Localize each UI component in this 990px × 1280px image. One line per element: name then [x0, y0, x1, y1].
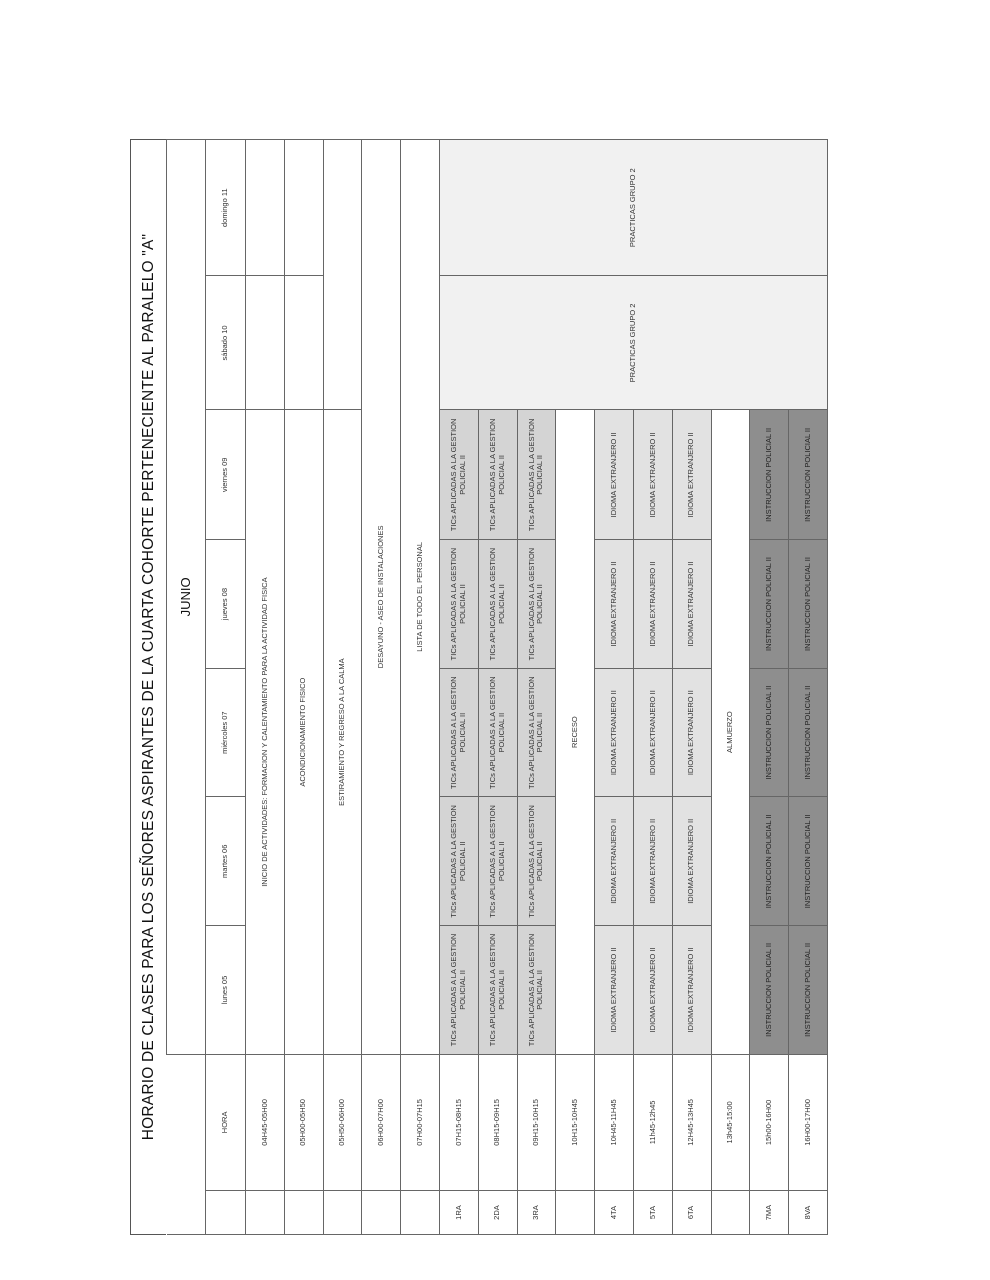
class-cell-idioma: IDIOMA EXTRANJERO II: [672, 410, 711, 540]
empty-cell: [246, 276, 285, 410]
period-label: [246, 1191, 285, 1235]
class-cell-instruccion: INSTRUCCION POLICIAL II: [789, 410, 828, 540]
time-label: 09H15-10H15: [517, 1054, 556, 1190]
day-header-sabado: sábado 10: [206, 276, 246, 410]
class-cell-tics: TICs APLICADAS A LA GESTION POLICIAL II: [478, 668, 517, 797]
class-cell-tics: TICs APLICADAS A LA GESTION POLICIAL II: [439, 410, 478, 540]
period-label: [362, 1191, 401, 1235]
activity-span: DESAYUNO - ASEO DE INSTALACIONES: [362, 140, 401, 1055]
day-header-domingo: domingo 11: [206, 140, 246, 276]
class-cell-tics: TICs APLICADAS A LA GESTION POLICIAL II: [478, 926, 517, 1055]
class-cell-idioma: IDIOMA EXTRANJERO II: [672, 926, 711, 1055]
class-cell-instruccion: INSTRUCCION POLICIAL II: [789, 926, 828, 1055]
period-header: [206, 1191, 246, 1235]
day-header-lunes: lunes 05: [206, 926, 246, 1055]
period-label: [284, 1191, 323, 1235]
class-cell-instruccion: INSTRUCCION POLICIAL II: [750, 926, 789, 1055]
class-cell-instruccion: INSTRUCCION POLICIAL II: [789, 540, 828, 669]
corner-cell: [167, 1054, 206, 1234]
activity-span: ESTIRAMIENTO Y REGRESO A LA CALMA: [323, 410, 362, 1054]
class-cell-idioma: IDIOMA EXTRANJERO II: [633, 797, 672, 926]
time-label: 16H00-17H00: [789, 1054, 828, 1190]
time-label: 07H00-07H15: [401, 1054, 440, 1190]
activity-span: LISTA DE TODO EL PERSONAL: [401, 140, 440, 1055]
empty-cell: [284, 140, 323, 276]
day-header-martes: martes 06: [206, 797, 246, 926]
time-label: 07H15-08H15: [439, 1054, 478, 1190]
period-label: 5TA: [633, 1191, 672, 1235]
schedule-document: [130, 137, 847, 1235]
class-cell-idioma: IDIOMA EXTRANJERO II: [595, 797, 634, 926]
schedule-body: [167, 140, 828, 1235]
class-cell-instruccion: INSTRUCCION POLICIAL II: [750, 797, 789, 926]
time-label: 10H15-10H45: [556, 1054, 595, 1190]
period-label: 6TA: [672, 1191, 711, 1235]
schedule-table: [166, 139, 828, 1235]
class-cell-idioma: IDIOMA EXTRANJERO II: [633, 410, 672, 540]
class-cell-tics: TICs APLICADAS A LA GESTION POLICIAL II: [517, 926, 556, 1055]
practicas-domingo: PRACTICAS GRUPO 2: [439, 140, 827, 276]
day-header-viernes: viernes 09: [206, 410, 246, 540]
period-label: [556, 1191, 595, 1235]
class-cell-instruccion: INSTRUCCION POLICIAL II: [789, 668, 828, 797]
period-label: 8VA: [789, 1191, 828, 1235]
period-label: 7MA: [750, 1191, 789, 1235]
class-cell-idioma: IDIOMA EXTRANJERO II: [672, 797, 711, 926]
class-cell-tics: TICs APLICADAS A LA GESTION POLICIAL II: [517, 540, 556, 669]
class-cell-idioma: IDIOMA EXTRANJERO II: [595, 926, 634, 1055]
day-header-miercoles: miércoles 07: [206, 668, 246, 797]
class-cell-tics: TICs APLICADAS A LA GESTION POLICIAL II: [517, 668, 556, 797]
activity-span: ACONDICIONAMIENTO FISICO: [284, 410, 323, 1054]
time-label: 12H45-13H45: [672, 1054, 711, 1190]
time-label: 06H00-07H00: [362, 1054, 401, 1190]
period-label: 3RA: [517, 1191, 556, 1235]
empty-cell: [323, 140, 362, 411]
class-cell-idioma: IDIOMA EXTRANJERO II: [672, 540, 711, 669]
class-cell-tics: TICs APLICADAS A LA GESTION POLICIAL II: [517, 410, 556, 540]
month-header: JUNIO: [167, 140, 206, 1055]
time-label: 08H15-09H15: [478, 1054, 517, 1190]
time-label: 05H00-05H50: [284, 1054, 323, 1190]
class-cell-idioma: IDIOMA EXTRANJERO II: [595, 668, 634, 797]
class-cell-tics: TICs APLICADAS A LA GESTION POLICIAL II: [439, 797, 478, 926]
time-label: 15h00-16H00: [750, 1054, 789, 1190]
time-label: 10H45-11H45: [595, 1054, 634, 1190]
activity-span: INICIO DE ACTIVIDADES: FORMACION Y CALENTAMIENTO PARA LA ACTIVIDAD FISICA: [246, 410, 285, 1054]
time-label: 05H50-06H00: [323, 1054, 362, 1190]
hora-header: HORA: [206, 1054, 246, 1190]
class-cell-tics: TICs APLICADAS A LA GESTION POLICIAL II: [439, 926, 478, 1055]
class-cell-idioma: IDIOMA EXTRANJERO II: [633, 926, 672, 1055]
class-cell-instruccion: INSTRUCCION POLICIAL II: [750, 410, 789, 540]
class-cell-tics: TICs APLICADAS A LA GESTION POLICIAL II: [517, 797, 556, 926]
practicas-sabado: PRACTICAS GRUPO 2: [439, 276, 827, 410]
class-cell-tics: TICs APLICADAS A LA GESTION POLICIAL II: [439, 540, 478, 669]
class-cell-tics: TICs APLICADAS A LA GESTION POLICIAL II: [478, 410, 517, 540]
class-cell-idioma: IDIOMA EXTRANJERO II: [595, 410, 634, 540]
time-label: 13h45-15:00: [711, 1054, 750, 1190]
period-label: [401, 1191, 440, 1235]
class-cell-tics: TICs APLICADAS A LA GESTION POLICIAL II: [478, 797, 517, 926]
period-label: [711, 1191, 750, 1235]
class-cell-instruccion: INSTRUCCION POLICIAL II: [750, 540, 789, 669]
schedule-title: HORARIO DE CLASES PARA LOS SEÑORES ASPIRANTES DE LA CUARTA COHORTE PERTENECIENTE AL PARALELO "A": [130, 139, 166, 1235]
period-label: 4TA: [595, 1191, 634, 1235]
class-cell-tics: TICs APLICADAS A LA GESTION POLICIAL II: [478, 540, 517, 669]
class-cell-idioma: IDIOMA EXTRANJERO II: [633, 668, 672, 797]
empty-cell: [284, 276, 323, 410]
class-cell-tics: TICs APLICADAS A LA GESTION POLICIAL II: [439, 668, 478, 797]
class-cell-idioma: IDIOMA EXTRANJERO II: [595, 540, 634, 669]
period-label: 2DA: [478, 1191, 517, 1235]
class-cell-idioma: IDIOMA EXTRANJERO II: [633, 540, 672, 669]
activity-span: ALMUERZO: [711, 410, 750, 1054]
day-header-jueves: jueves 08: [206, 540, 246, 669]
class-cell-instruccion: INSTRUCCION POLICIAL II: [750, 668, 789, 797]
activity-span: RECESO: [556, 410, 595, 1054]
empty-cell: [246, 140, 285, 276]
class-cell-idioma: IDIOMA EXTRANJERO II: [672, 668, 711, 797]
period-label: [323, 1191, 362, 1235]
class-cell-instruccion: INSTRUCCION POLICIAL II: [789, 797, 828, 926]
period-label: 1RA: [439, 1191, 478, 1235]
time-label: 04H45-05H00: [246, 1054, 285, 1190]
time-label: 11h45-12h45: [633, 1054, 672, 1190]
